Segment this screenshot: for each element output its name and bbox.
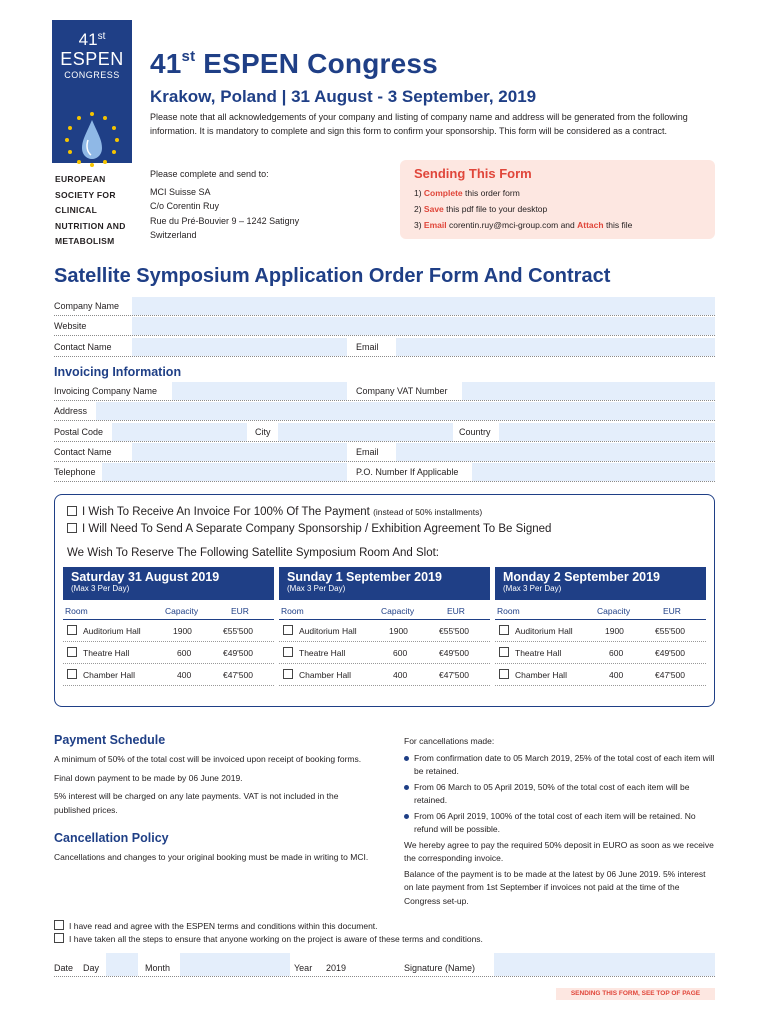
theatre-checkbox[interactable] — [283, 647, 293, 657]
column-headers: Room Capacity EUR — [279, 600, 490, 620]
room-row: Theatre Hall 600 €49'500 — [63, 642, 274, 664]
payment-heading: Payment Schedule — [54, 733, 166, 747]
room-row: Chamber Hall 400 €47'500 — [63, 664, 274, 686]
chamber-checkbox[interactable] — [67, 669, 77, 679]
room-row: Auditorium Hall 1900 €55'500 — [495, 620, 706, 642]
theatre-checkbox[interactable] — [499, 647, 509, 657]
form-title: Satellite Symposium Application Order Form And Contract — [54, 265, 611, 287]
stars-drop-icon — [60, 110, 124, 168]
society-name: EUROPEAN SOCIETY FOR CLINICAL NUTRITION AND METABOLISM — [55, 174, 126, 246]
company-name-field[interactable] — [132, 297, 715, 315]
auditorium-checkbox[interactable] — [283, 625, 293, 635]
agree-steps: I have taken all the steps to ensure that anyone working on the project is aware of these terms and conditions. — [54, 933, 483, 944]
auditorium-checkbox[interactable] — [499, 625, 509, 635]
contact-name-field[interactable] — [132, 338, 347, 356]
vat-number-field[interactable] — [462, 382, 715, 400]
full-invoice-checkbox[interactable] — [67, 506, 77, 516]
day-column-monday — [495, 567, 706, 686]
city-field[interactable] — [278, 423, 453, 441]
footer-note: SENDING THIS FORM, SEE TOP OF PAGE — [556, 988, 715, 1000]
agree-terms-checkbox[interactable] — [54, 920, 64, 930]
logo-sub: CONGRESS — [64, 70, 120, 80]
page-title: 41st ESPEN Congress — [150, 48, 438, 79]
po-number-field[interactable] — [472, 463, 715, 481]
signature-row: Date Day Month Year 2019 Signature (Name) — [54, 953, 715, 977]
invoice-email-field[interactable] — [396, 443, 715, 461]
room-row: Theatre Hall 600 €49'500 — [495, 642, 706, 664]
website-field[interactable] — [132, 317, 715, 335]
day-column-sunday — [279, 567, 490, 686]
cancellation-heading: Cancellation Policy — [54, 831, 169, 845]
option-full-invoice: I Wish To Receive An Invoice For 100% Of The Payment (instead of 50% installments) — [67, 506, 482, 518]
intro-note: Please note that all acknowledgements of your company and listing of company name and address will be generated from the following information. It is mandatory to complete and sign this form to confirm your sponsorship. This form will be considered as a contract. — [150, 112, 688, 136]
day-column-saturday — [63, 567, 274, 686]
column-headers: Room Capacity EUR — [495, 600, 706, 620]
postal-row: Postal Code City Country — [54, 423, 715, 442]
auditorium-checkbox[interactable] — [67, 625, 77, 635]
telephone-row: Telephone P.O. Number If Applicable — [54, 463, 715, 482]
invoice-contact-row: Contact Name Email — [54, 443, 715, 462]
espen-logo — [52, 20, 132, 163]
website-row: Website — [54, 317, 715, 336]
separate-agreement-checkbox[interactable] — [67, 523, 77, 533]
day-field[interactable] — [106, 953, 138, 976]
agree-terms: I have read and agree with the ESPEN terms and conditions within this document. — [54, 920, 378, 931]
contact-row: Contact Name Email — [54, 338, 715, 357]
address-row: Address — [54, 402, 715, 421]
invoicing-heading: Invoicing Information — [54, 365, 182, 379]
room-row: Chamber Hall 400 €47'500 — [495, 664, 706, 686]
congress-subtitle: Krakow, Poland | 31 August - 3 September, 2019 — [150, 87, 537, 106]
telephone-field[interactable] — [102, 463, 347, 481]
day-header: Saturday 31 August 2019 (Max 3 Per Day) — [63, 567, 274, 600]
column-headers: Room Capacity EUR — [63, 600, 274, 620]
invoicing-company-field[interactable] — [172, 382, 347, 400]
company-name-row: Company Name — [54, 297, 715, 316]
logo-name: ESPEN — [60, 49, 124, 69]
email-field[interactable] — [396, 338, 715, 356]
room-row: Theatre Hall 600 €49'500 — [279, 642, 490, 664]
signature-field[interactable] — [494, 953, 715, 976]
cancellation-terms: For cancellations made: From confirmation date to 05 March 2019, 25% of the total cost of each item will be retained. From 06 March to 05 April 2019, 50% of the total cost of each item will be retained. From 06 April 2019, 100% of the total cost of each item will be retained. No refund will be possible. We hereby agree to pay the required 50% deposit in EURO as soon as we receive the corresponding invoice. Balance of the payment is to be made at the latest by 06 June 2019. 5% interest on late payment from 1st September if invoices not paid at the time of the Congress set-up. — [404, 736, 715, 906]
invoice-contact-field[interactable] — [132, 443, 347, 461]
chamber-checkbox[interactable] — [283, 669, 293, 679]
day-header: Sunday 1 September 2019 (Max 3 Per Day) — [279, 567, 490, 600]
logo-number: 41st — [78, 30, 106, 49]
sending-instructions: Sending This Form 1) Complete this order form 2) Save this pdf file to your desktop 3) Email corentin.ruy@mci-group.com and Attach this file — [400, 160, 715, 239]
payment-text: A minimum of 50% of the total cost will be invoiced upon receipt of booking forms. Final down payment to be made by 06 June 2019. 5% interest will be charged on any late payments. VAT is not included in the published prices. — [54, 754, 362, 815]
room-row: Chamber Hall 400 €47'500 — [279, 664, 490, 686]
invoicing-company-row: Invoicing Company Name Company VAT Number — [54, 382, 715, 401]
option-separate-agreement: I Will Need To Send A Separate Company Sponsorship / Exhibition Agreement To Be Signed — [67, 523, 551, 535]
cancellation-text: Cancellations and changes to your original booking must be made in writing to MCI. — [54, 852, 369, 862]
reserve-label: We Wish To Reserve The Following Satellite Symposium Room And Slot: — [67, 547, 439, 559]
year-value: 2019 — [326, 963, 347, 973]
send-to-address: Please complete and send to: MCI Suisse SA C/o Corentin Ruy Rue du Pré-Bouvier 9 – 1242 Satigny Switzerland — [150, 169, 300, 240]
day-header: Monday 2 September 2019 (Max 3 Per Day) — [495, 567, 706, 600]
address-field[interactable] — [96, 402, 715, 420]
theatre-checkbox[interactable] — [67, 647, 77, 657]
room-row: Auditorium Hall 1900 €55'500 — [63, 620, 274, 642]
chamber-checkbox[interactable] — [499, 669, 509, 679]
agree-steps-checkbox[interactable] — [54, 933, 64, 943]
symposium-options-box — [54, 494, 715, 707]
country-field[interactable] — [499, 423, 715, 441]
month-field[interactable] — [180, 953, 290, 976]
postal-code-field[interactable] — [112, 423, 247, 441]
room-row: Auditorium Hall 1900 €55'500 — [279, 620, 490, 642]
